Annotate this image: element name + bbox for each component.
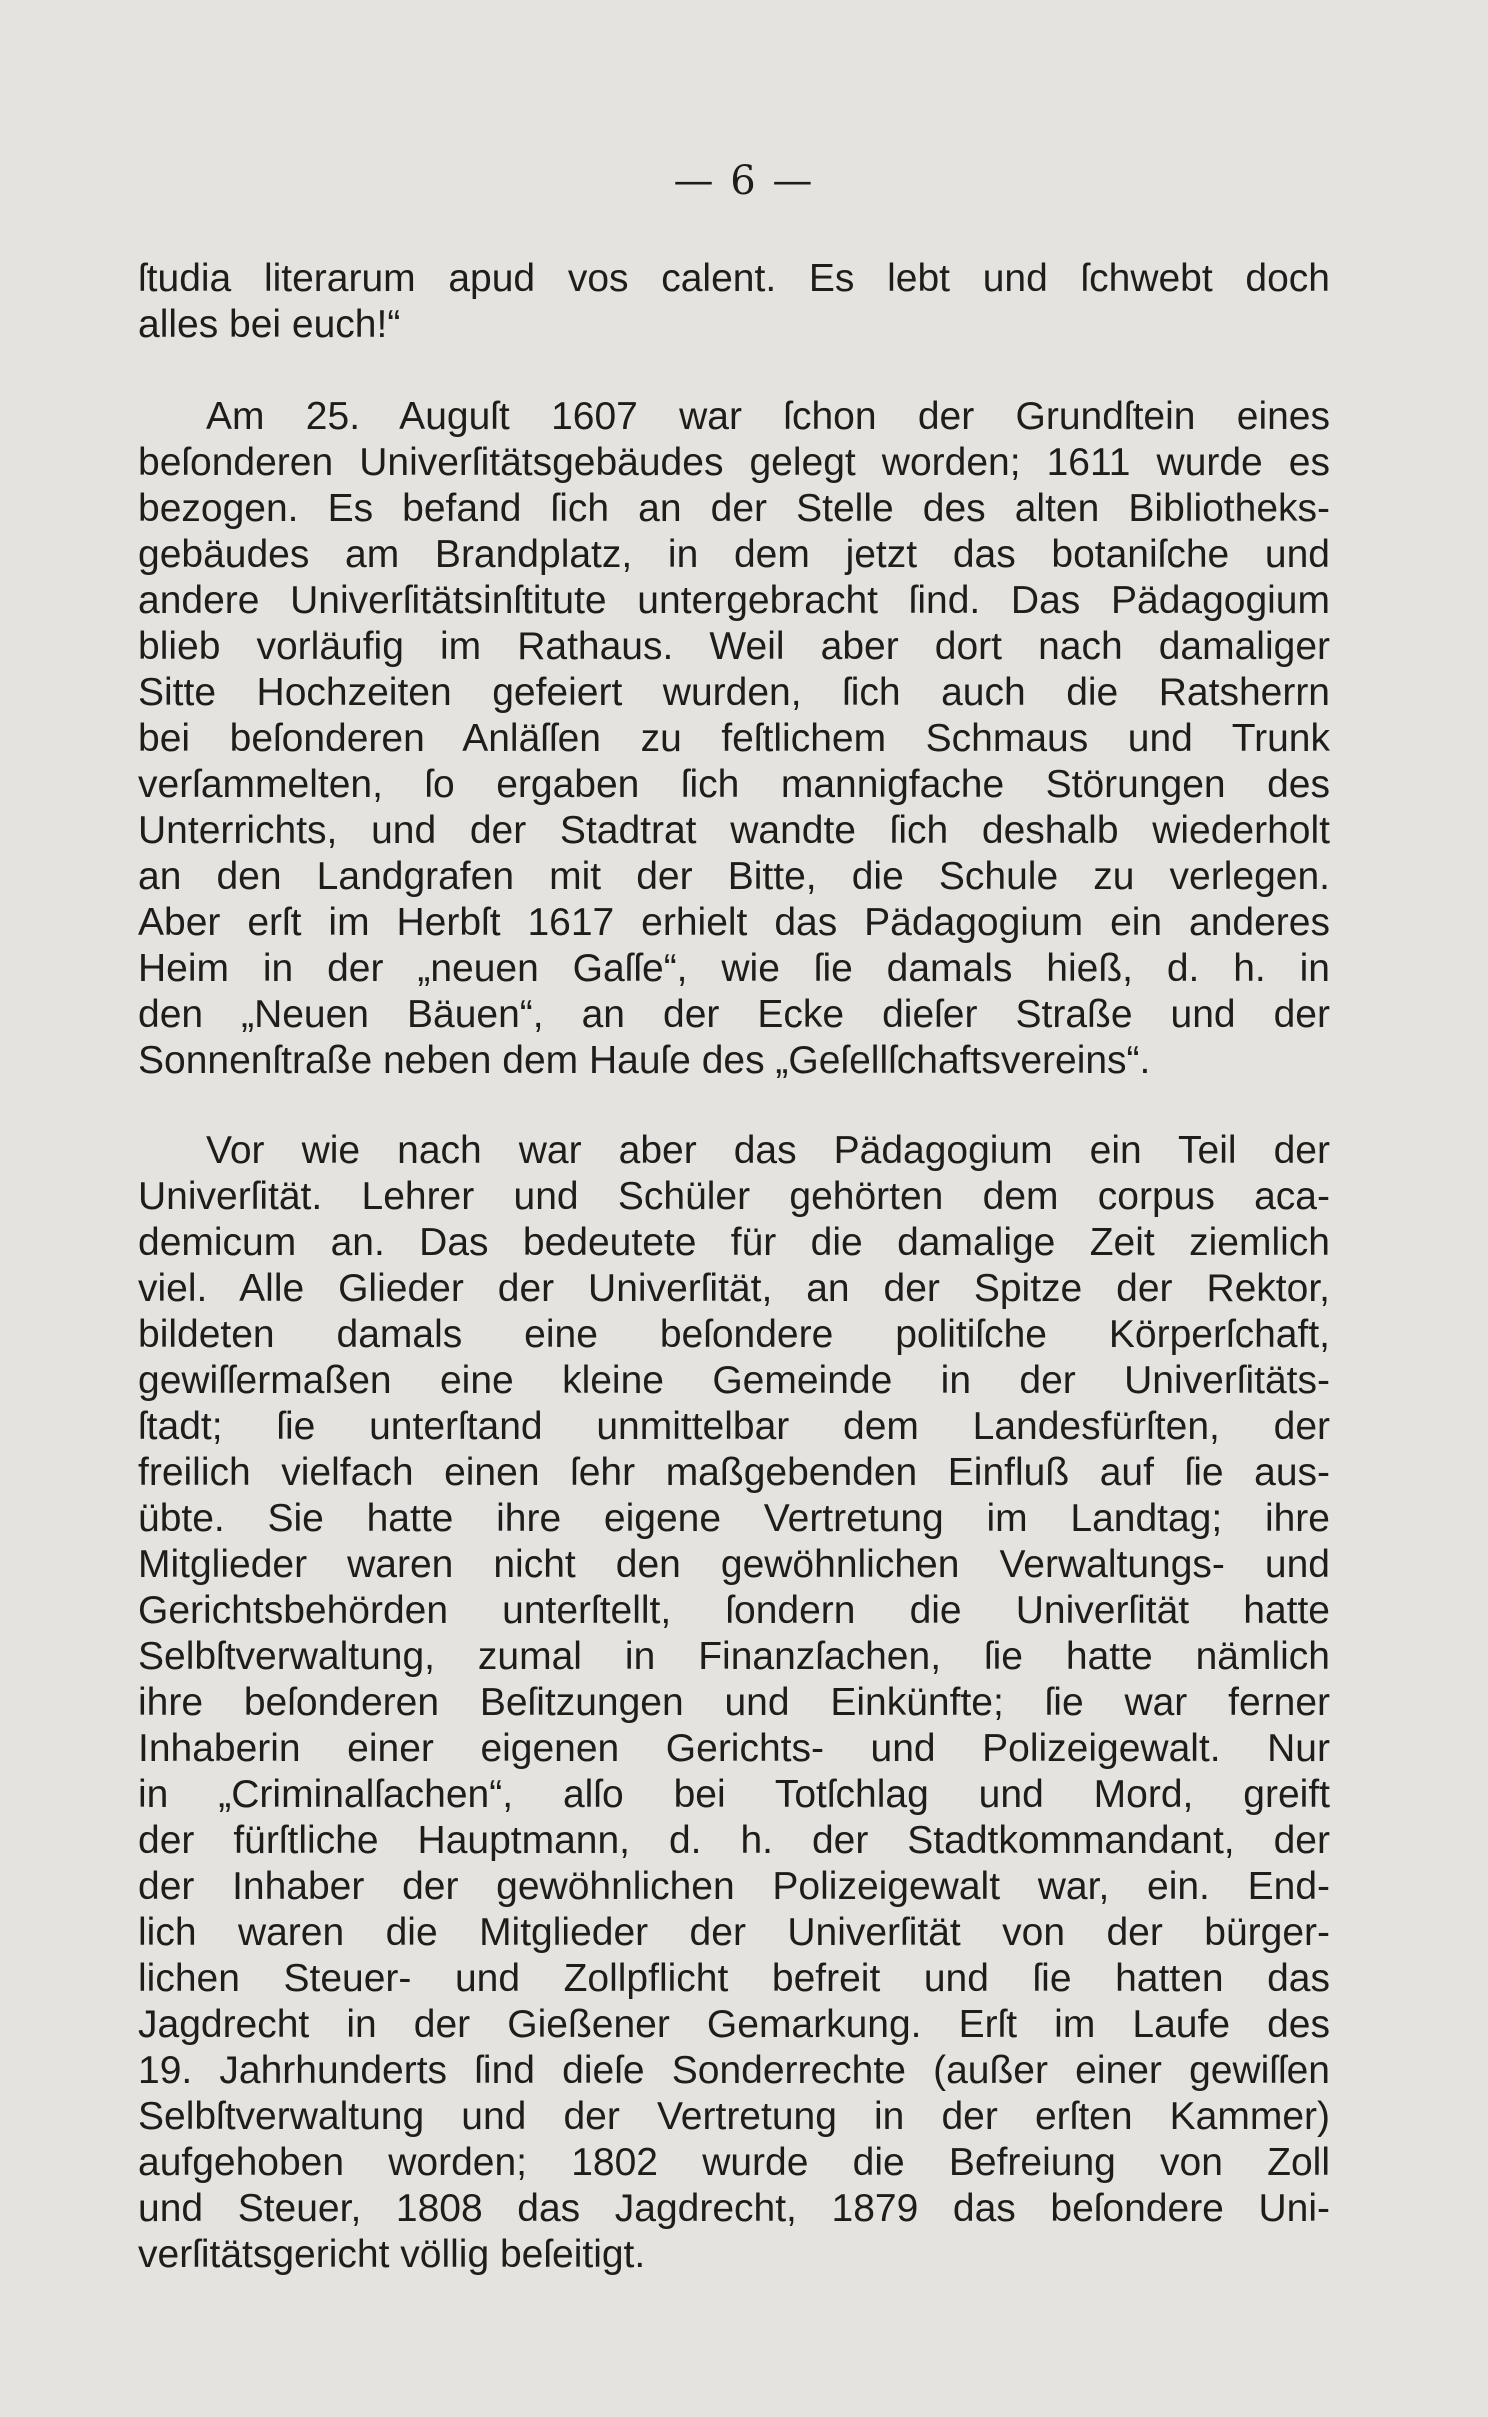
text-line: Unterrichts, und der Stadtrat wandte ſich deshalb wiederholt bbox=[138, 809, 1330, 852]
text-line: freilich vielfach einen ſehr maßgebenden Einfluß auf ſie aus- bbox=[138, 1451, 1330, 1494]
text-line: Vor wie nach war aber das Pädagogium ein Teil der bbox=[206, 1129, 1330, 1172]
text-line: bezogen. Es befand ſich an der Stelle des alten Bibliotheks- bbox=[138, 487, 1330, 530]
text-line: Jagdrecht in der Gießener Gemarkung. Erſt im Laufe des bbox=[138, 2003, 1330, 2046]
text-line: Mitglieder waren nicht den gewöhnlichen Verwaltungs- und bbox=[138, 1543, 1330, 1586]
text-line: den „Neuen Bäuen“, an der Ecke dieſer Straße und der bbox=[138, 993, 1330, 1036]
paragraph-university-privileges bbox=[138, 1128, 1330, 2278]
text-line: Heim in der „neuen Gaſſe“, wie ſie damals hieß, d. h. in bbox=[138, 947, 1330, 990]
text-line: aufgehoben worden; 1802 wurde die Befreiung von Zoll bbox=[138, 2141, 1330, 2184]
text-line: Inhaberin einer eigenen Gerichts- und Polizeigewalt. Nur bbox=[138, 1727, 1330, 1770]
text-line: viel. Alle Glieder der Univerſität, an der Spitze der Rektor, bbox=[138, 1267, 1330, 1310]
text-line: verſammelten, ſo ergaben ſich mannigfache Störungen des bbox=[138, 763, 1330, 806]
text-line: Univerſität. Lehrer und Schüler gehörten dem corpus aca- bbox=[138, 1175, 1330, 1218]
text-line: demicum an. Das bedeutete für die damalige Zeit ziemlich bbox=[138, 1221, 1330, 1264]
text-line: verſitätsgericht völlig beſeitigt. bbox=[138, 2233, 646, 2276]
text-line: blieb vorläufig im Rathaus. Weil aber dort nach damaliger bbox=[138, 625, 1330, 668]
text-line: Aber erſt im Herbſt 1617 erhielt das Pädagogium ein anderes bbox=[138, 901, 1330, 944]
text-line: an den Landgrafen mit der Bitte, die Schule zu verlegen. bbox=[138, 855, 1330, 898]
page-number: — 6 — bbox=[673, 158, 815, 204]
text-line: bildeten damals eine beſondere politiſche Körperſchaft, bbox=[138, 1313, 1330, 1356]
text-line: 19. Jahrhunderts ſind dieſe Sonderrechte (außer einer gewiſſen bbox=[138, 2049, 1330, 2092]
text-line: ihre beſonderen Beſitzungen und Einkünfte; ſie war ferner bbox=[138, 1681, 1330, 1724]
text-line: bei beſonderen Anläſſen zu feſtlichem Schmaus und Trunk bbox=[138, 717, 1330, 760]
text-line: Am 25. Auguſt 1607 war ſchon der Grundſtein eines bbox=[206, 395, 1330, 438]
text-line: Selbſtverwaltung und der Vertretung in der erſten Kammer) bbox=[138, 2095, 1330, 2138]
text-line: und Steuer, 1808 das Jagdrecht, 1879 das beſondere Uni- bbox=[138, 2187, 1330, 2230]
paragraph-continuation bbox=[138, 256, 1330, 348]
text-line: alles bei euch!“ bbox=[138, 303, 401, 346]
text-line: gewiſſermaßen eine kleine Gemeinde in der Univerſitäts- bbox=[138, 1359, 1330, 1402]
text-line: ſtudia literarum apud vos calent. Es lebt und ſchwebt doch bbox=[138, 257, 1330, 300]
text-line: gebäudes am Brandplatz, in dem jetzt das botaniſche und bbox=[138, 533, 1330, 576]
text-line: der fürſtliche Hauptmann, d. h. der Stadtkommandant, der bbox=[138, 1819, 1330, 1862]
text-line: in „Criminalſachen“, alſo bei Totſchlag und Mord, greift bbox=[138, 1773, 1330, 1816]
text-line: Sitte Hochzeiten gefeiert wurden, ſich auch die Ratsherrn bbox=[138, 671, 1330, 714]
text-line: Sonnenſtraße neben dem Hauſe des „Geſellſchaftsvereins“. bbox=[138, 1039, 1151, 1082]
paragraph-building-history bbox=[138, 394, 1330, 1084]
text-line: andere Univerſitätsinſtitute untergebracht ſind. Das Pädagogium bbox=[138, 579, 1330, 622]
text-line: ſtadt; ſie unterſtand unmittelbar dem Landesfürſten, der bbox=[138, 1405, 1330, 1448]
text-line: lichen Steuer- und Zollpflicht befreit und ſie hatten das bbox=[138, 1957, 1330, 2000]
text-line: übte. Sie hatte ihre eigene Vertretung im Landtag; ihre bbox=[138, 1497, 1330, 1540]
text-line: beſonderen Univerſitätsgebäudes gelegt worden; 1611 wurde es bbox=[138, 441, 1330, 484]
text-line: der Inhaber der gewöhnlichen Polizeigewalt war, ein. End- bbox=[138, 1865, 1330, 1908]
text-line: Selbſtverwaltung, zumal in Finanzſachen, ſie hatte nämlich bbox=[138, 1635, 1330, 1678]
text-line: Gerichtsbehörden unterſtellt, ſondern die Univerſität hatte bbox=[138, 1589, 1330, 1632]
text-line: lich waren die Mitglieder der Univerſität von der bürger- bbox=[138, 1911, 1330, 1954]
